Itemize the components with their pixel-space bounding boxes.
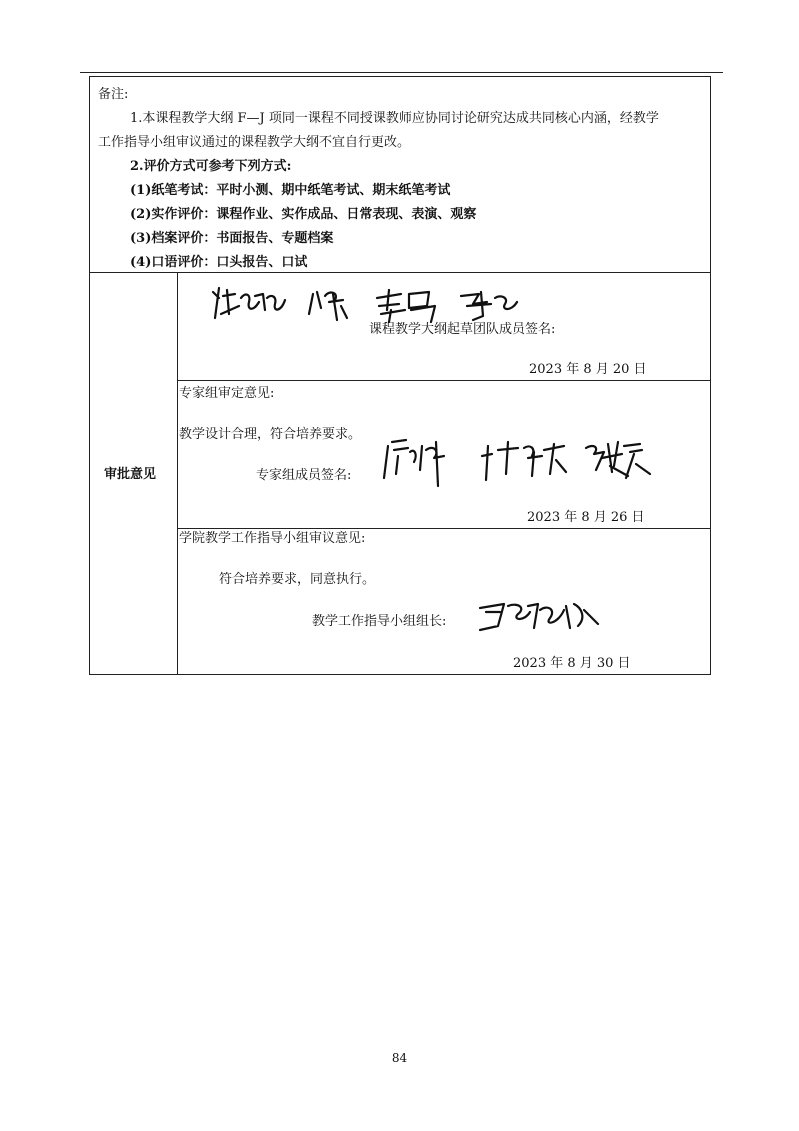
- approval-label: 审批意见: [104, 467, 157, 482]
- college-signature-label: 教学工作指导小组组长:: [312, 614, 447, 629]
- note-item-1-line-2: 工作指导小组审议通过的课程教学大纲不宜自行更改。: [98, 135, 411, 150]
- expert-signature-label: 专家组成员签名:: [256, 468, 352, 483]
- college-heading: 学院教学工作指导小组审议意见:: [179, 531, 366, 546]
- college-signature: [474, 598, 604, 638]
- college-date: 2023 年 8 月 30 日: [513, 656, 631, 671]
- college-opinion: 符合培养要求，同意执行。: [219, 572, 376, 587]
- drafting-date: 2023 年 8 月 20 日: [529, 362, 647, 377]
- college-cell: [177, 528, 711, 675]
- evaluation-method-4: (4)口语评价：口头报告、口试: [130, 255, 308, 270]
- drafting-signature-label: 课程教学大纲起草团队成员签名:: [369, 322, 556, 337]
- drafting-signatures: [205, 284, 535, 326]
- evaluation-method-2: (2)实作评价：课程作业、实作成品、日常表现、表演、观察: [130, 207, 477, 222]
- expert-signatures: [378, 434, 658, 490]
- expert-date: 2023 年 8 月 26 日: [527, 510, 645, 525]
- note-item-1-line-1: 1.本课程教学大纲 F—J 项同一课程不同授课教师应协同讨论研究达成共同核心内涵，经教学: [130, 111, 659, 126]
- expert-heading: 专家组审定意见:: [179, 386, 275, 401]
- evaluation-method-3: (3)档案评价：书面报告、专题档案: [130, 231, 334, 246]
- header-rule: [80, 72, 723, 73]
- page-number: 84: [391, 1051, 408, 1065]
- note-item-2-title: 2.评价方式可参考下列方式:: [130, 159, 292, 174]
- expert-opinion: 教学设计合理，符合培养要求。: [179, 427, 362, 442]
- evaluation-method-1: (1)纸笔考试：平时小测、期中纸笔考试、期末纸笔考试: [130, 183, 451, 198]
- notes-heading: 备注:: [98, 87, 129, 102]
